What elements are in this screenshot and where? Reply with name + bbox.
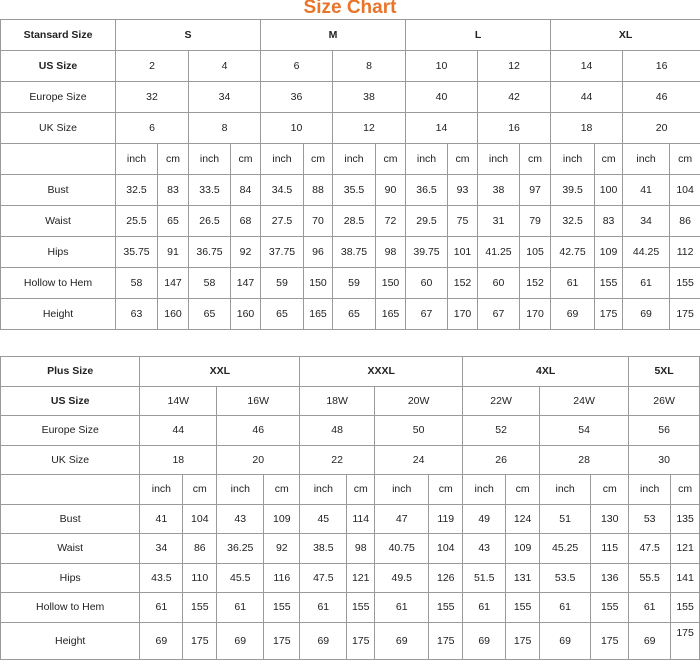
cm-value: 160 bbox=[158, 299, 189, 330]
unit-cm: cm bbox=[506, 475, 540, 505]
cm-value: 101 bbox=[448, 237, 478, 268]
unit-cm: cm bbox=[429, 475, 463, 505]
cm-value: 165 bbox=[376, 299, 406, 330]
cm-value: 175 bbox=[595, 299, 623, 330]
unit-inch: inch bbox=[140, 475, 183, 505]
inch-value: 38.75 bbox=[333, 237, 376, 268]
uk-size-row bbox=[1, 113, 700, 144]
cm-value: 124 bbox=[506, 504, 540, 534]
uk-size-value: 20 bbox=[217, 445, 300, 475]
unit-inch: inch bbox=[217, 475, 264, 505]
eu-size-row bbox=[1, 82, 700, 113]
uk-size-label: UK Size bbox=[1, 445, 140, 475]
uk-size-label: UK Size bbox=[1, 113, 116, 144]
cm-value: 98 bbox=[376, 237, 406, 268]
inch-value: 63 bbox=[116, 299, 158, 330]
unit-inch: inch bbox=[629, 475, 671, 505]
cm-value: 79 bbox=[520, 206, 551, 237]
eu-size-value: 44 bbox=[140, 416, 217, 446]
cm-value: 84 bbox=[231, 175, 261, 206]
eu-size-value: 44 bbox=[551, 82, 623, 113]
measurement-label: Height bbox=[1, 299, 116, 330]
inch-value: 38.5 bbox=[300, 534, 347, 564]
unit-inch: inch bbox=[406, 144, 448, 175]
uk-size-value: 6 bbox=[116, 113, 189, 144]
inch-value: 32.5 bbox=[551, 206, 595, 237]
inch-value: 60 bbox=[478, 268, 520, 299]
inch-value: 45 bbox=[300, 504, 347, 534]
unit-inch: inch bbox=[623, 144, 670, 175]
inch-value: 47.5 bbox=[300, 563, 347, 593]
unit-cm: cm bbox=[158, 144, 189, 175]
inch-value: 42.75 bbox=[551, 237, 595, 268]
inch-value: 41.25 bbox=[478, 237, 520, 268]
units-row bbox=[1, 475, 700, 505]
us-size-value: 20W bbox=[375, 386, 463, 416]
cm-value: 88 bbox=[304, 175, 333, 206]
cm-value: 100 bbox=[595, 175, 623, 206]
unit-cm: cm bbox=[671, 475, 700, 505]
unit-cm: cm bbox=[304, 144, 333, 175]
size-name: L bbox=[406, 20, 551, 51]
inch-value: 25.5 bbox=[116, 206, 158, 237]
cm-value: 155 bbox=[595, 268, 623, 299]
inch-value: 61 bbox=[463, 593, 506, 623]
inch-value: 55.5 bbox=[629, 563, 671, 593]
cm-value: 92 bbox=[264, 534, 300, 564]
measurement-label: Waist bbox=[1, 206, 116, 237]
inch-value: 59 bbox=[333, 268, 376, 299]
measurement-label: Bust bbox=[1, 504, 140, 534]
eu-size-label: Europe Size bbox=[1, 82, 116, 113]
size-name: 4XL bbox=[463, 357, 629, 387]
cm-value: 175 bbox=[670, 299, 700, 330]
measurement-row bbox=[1, 206, 700, 237]
inch-value: 47 bbox=[375, 504, 429, 534]
cm-value: 109 bbox=[506, 534, 540, 564]
cm-value: 141 bbox=[671, 563, 700, 593]
inch-value: 36.5 bbox=[406, 175, 448, 206]
cm-value: 175 bbox=[506, 622, 540, 659]
cm-value: 112 bbox=[670, 237, 700, 268]
measurement-label: Hips bbox=[1, 563, 140, 593]
us-size-label: US Size bbox=[1, 51, 116, 82]
inch-value: 69 bbox=[629, 622, 671, 659]
uk-size-value: 22 bbox=[300, 445, 375, 475]
eu-size-value: 36 bbox=[261, 82, 333, 113]
cm-value: 98 bbox=[347, 534, 375, 564]
cm-value: 104 bbox=[429, 534, 463, 564]
inch-value: 26.5 bbox=[189, 206, 231, 237]
cm-value: 155 bbox=[183, 593, 217, 623]
cm-value: 115 bbox=[591, 534, 629, 564]
inch-value: 51.5 bbox=[463, 563, 506, 593]
cm-value: 70 bbox=[304, 206, 333, 237]
inch-value: 44.25 bbox=[623, 237, 670, 268]
inch-value: 69 bbox=[375, 622, 429, 659]
eu-size-value: 52 bbox=[463, 416, 540, 446]
unit-cm: cm bbox=[376, 144, 406, 175]
uk-size-value: 20 bbox=[623, 113, 700, 144]
us-size-row bbox=[1, 386, 700, 416]
measurement-label: Hollow to Hem bbox=[1, 593, 140, 623]
inch-value: 61 bbox=[629, 593, 671, 623]
cm-value: 109 bbox=[264, 504, 300, 534]
inch-value: 45.5 bbox=[217, 563, 264, 593]
inch-value: 47.5 bbox=[629, 534, 671, 564]
us-size-label: US Size bbox=[1, 386, 140, 416]
uk-size-value: 24 bbox=[375, 445, 463, 475]
eu-size-value: 54 bbox=[540, 416, 629, 446]
inch-value: 41 bbox=[623, 175, 670, 206]
cm-value: 155 bbox=[264, 593, 300, 623]
cm-value: 126 bbox=[429, 563, 463, 593]
us-size-value: 14 bbox=[551, 51, 623, 82]
inch-value: 43 bbox=[217, 504, 264, 534]
cm-value: 160 bbox=[231, 299, 261, 330]
cm-value: 155 bbox=[591, 593, 629, 623]
inch-value: 43 bbox=[463, 534, 506, 564]
uk-size-value: 10 bbox=[261, 113, 333, 144]
size-name: XXL bbox=[140, 357, 300, 387]
cm-value: 116 bbox=[264, 563, 300, 593]
inch-value: 61 bbox=[540, 593, 591, 623]
inch-value: 69 bbox=[140, 622, 183, 659]
units-row bbox=[1, 144, 700, 175]
uk-size-value: 26 bbox=[463, 445, 540, 475]
measurement-row bbox=[1, 593, 700, 623]
eu-size-value: 50 bbox=[375, 416, 463, 446]
cm-value: 155 bbox=[671, 593, 700, 623]
eu-size-value: 48 bbox=[300, 416, 375, 446]
measurement-row bbox=[1, 175, 700, 206]
inch-value: 34 bbox=[623, 206, 670, 237]
unit-cm: cm bbox=[670, 144, 700, 175]
cm-value: 175 bbox=[671, 622, 700, 659]
unit-inch: inch bbox=[463, 475, 506, 505]
unit-inch: inch bbox=[333, 144, 376, 175]
us-size-value: 2 bbox=[116, 51, 189, 82]
eu-size-value: 34 bbox=[189, 82, 261, 113]
uk-size-row bbox=[1, 445, 700, 475]
inch-value: 39.75 bbox=[406, 237, 448, 268]
cm-value: 86 bbox=[670, 206, 700, 237]
cm-value: 104 bbox=[670, 175, 700, 206]
inch-value: 69 bbox=[551, 299, 595, 330]
inch-value: 65 bbox=[189, 299, 231, 330]
us-size-value: 10 bbox=[406, 51, 478, 82]
cm-value: 170 bbox=[448, 299, 478, 330]
unit-inch: inch bbox=[478, 144, 520, 175]
inch-value: 65 bbox=[261, 299, 304, 330]
measurement-label: Hollow to Hem bbox=[1, 268, 116, 299]
measurement-label: Waist bbox=[1, 534, 140, 564]
size-name: XXXL bbox=[300, 357, 463, 387]
us-size-value: 22W bbox=[463, 386, 540, 416]
size-header-label: Stansard Size bbox=[1, 20, 116, 51]
inch-value: 35.5 bbox=[333, 175, 376, 206]
eu-size-value: 46 bbox=[217, 416, 300, 446]
standard-size-table bbox=[0, 19, 700, 330]
inch-value: 61 bbox=[140, 593, 183, 623]
chart-title: Size Chart bbox=[303, 0, 397, 18]
us-size-value: 4 bbox=[189, 51, 261, 82]
cm-value: 92 bbox=[231, 237, 261, 268]
us-size-value: 14W bbox=[140, 386, 217, 416]
inch-value: 58 bbox=[116, 268, 158, 299]
cm-value: 155 bbox=[347, 593, 375, 623]
us-size-value: 6 bbox=[261, 51, 333, 82]
inch-value: 45.25 bbox=[540, 534, 591, 564]
unit-cm: cm bbox=[448, 144, 478, 175]
inch-value: 61 bbox=[300, 593, 347, 623]
eu-size-value: 42 bbox=[478, 82, 551, 113]
cm-value: 175 bbox=[347, 622, 375, 659]
cm-value: 93 bbox=[448, 175, 478, 206]
inch-value: 60 bbox=[406, 268, 448, 299]
cm-value: 75 bbox=[448, 206, 478, 237]
inch-value: 33.5 bbox=[189, 175, 231, 206]
cm-value: 155 bbox=[506, 593, 540, 623]
unit-inch: inch bbox=[300, 475, 347, 505]
inch-value: 32.5 bbox=[116, 175, 158, 206]
inch-value: 59 bbox=[261, 268, 304, 299]
uk-size-value: 28 bbox=[540, 445, 629, 475]
unit-cm: cm bbox=[183, 475, 217, 505]
inch-value: 29.5 bbox=[406, 206, 448, 237]
unit-cm: cm bbox=[347, 475, 375, 505]
eu-size-row bbox=[1, 416, 700, 446]
inch-value: 34.5 bbox=[261, 175, 304, 206]
us-size-value: 12 bbox=[478, 51, 551, 82]
eu-size-value: 46 bbox=[623, 82, 700, 113]
eu-size-label: Europe Size bbox=[1, 416, 140, 446]
unit-cm: cm bbox=[231, 144, 261, 175]
units-row-blank bbox=[1, 144, 116, 175]
eu-size-value: 32 bbox=[116, 82, 189, 113]
us-size-row bbox=[1, 51, 700, 82]
inch-value: 36.25 bbox=[217, 534, 264, 564]
inch-value: 34 bbox=[140, 534, 183, 564]
inch-value: 61 bbox=[217, 593, 264, 623]
measurement-row bbox=[1, 534, 700, 564]
unit-inch: inch bbox=[551, 144, 595, 175]
inch-value: 61 bbox=[375, 593, 429, 623]
cm-value: 83 bbox=[158, 175, 189, 206]
cm-value: 90 bbox=[376, 175, 406, 206]
size-name: 5XL bbox=[629, 357, 700, 387]
cm-value: 119 bbox=[429, 504, 463, 534]
cm-value: 155 bbox=[670, 268, 700, 299]
unit-cm: cm bbox=[595, 144, 623, 175]
us-size-value: 8 bbox=[333, 51, 406, 82]
cm-value: 72 bbox=[376, 206, 406, 237]
inch-value: 61 bbox=[551, 268, 595, 299]
uk-size-value: 16 bbox=[478, 113, 551, 144]
measurement-row bbox=[1, 563, 700, 593]
cm-value: 150 bbox=[304, 268, 333, 299]
eu-size-value: 40 bbox=[406, 82, 478, 113]
cm-value: 86 bbox=[183, 534, 217, 564]
unit-cm: cm bbox=[264, 475, 300, 505]
cm-value: 155 bbox=[429, 593, 463, 623]
plus-size-table bbox=[0, 356, 700, 660]
inch-value: 51 bbox=[540, 504, 591, 534]
unit-inch: inch bbox=[540, 475, 591, 505]
unit-cm: cm bbox=[591, 475, 629, 505]
eu-size-value: 56 bbox=[629, 416, 700, 446]
eu-size-value: 38 bbox=[333, 82, 406, 113]
us-size-value: 16 bbox=[623, 51, 700, 82]
inch-value: 49 bbox=[463, 504, 506, 534]
inch-value: 39.5 bbox=[551, 175, 595, 206]
cm-value: 175 bbox=[183, 622, 217, 659]
inch-value: 43.5 bbox=[140, 563, 183, 593]
inch-value: 69 bbox=[300, 622, 347, 659]
us-size-value: 16W bbox=[217, 386, 300, 416]
measurement-row bbox=[1, 504, 700, 534]
cm-value: 130 bbox=[591, 504, 629, 534]
inch-value: 69 bbox=[623, 299, 670, 330]
inch-value: 65 bbox=[333, 299, 376, 330]
uk-size-value: 18 bbox=[140, 445, 217, 475]
measurement-row bbox=[1, 237, 700, 268]
cm-value: 136 bbox=[591, 563, 629, 593]
inch-value: 67 bbox=[478, 299, 520, 330]
inch-value: 31 bbox=[478, 206, 520, 237]
inch-value: 69 bbox=[217, 622, 264, 659]
size-name: M bbox=[261, 20, 406, 51]
measurement-row bbox=[1, 268, 700, 299]
inch-value: 28.5 bbox=[333, 206, 376, 237]
inch-value: 49.5 bbox=[375, 563, 429, 593]
cm-value: 147 bbox=[158, 268, 189, 299]
inch-value: 27.5 bbox=[261, 206, 304, 237]
cm-value: 147 bbox=[231, 268, 261, 299]
size-name: S bbox=[116, 20, 261, 51]
inch-value: 36.75 bbox=[189, 237, 231, 268]
inch-value: 38 bbox=[478, 175, 520, 206]
uk-size-value: 18 bbox=[551, 113, 623, 144]
inch-value: 61 bbox=[623, 268, 670, 299]
inch-value: 67 bbox=[406, 299, 448, 330]
unit-inch: inch bbox=[116, 144, 158, 175]
cm-value: 150 bbox=[376, 268, 406, 299]
cm-value: 68 bbox=[231, 206, 261, 237]
inch-value: 53 bbox=[629, 504, 671, 534]
size-header-label: Plus Size bbox=[1, 357, 140, 387]
cm-value: 121 bbox=[347, 563, 375, 593]
uk-size-value: 8 bbox=[189, 113, 261, 144]
cm-value: 152 bbox=[448, 268, 478, 299]
size-header-row bbox=[1, 20, 700, 51]
inch-value: 69 bbox=[540, 622, 591, 659]
cm-value: 104 bbox=[183, 504, 217, 534]
cm-value: 65 bbox=[158, 206, 189, 237]
us-size-value: 18W bbox=[300, 386, 375, 416]
inch-value: 40.75 bbox=[375, 534, 429, 564]
cm-value: 91 bbox=[158, 237, 189, 268]
cm-value: 152 bbox=[520, 268, 551, 299]
inch-value: 53.5 bbox=[540, 563, 591, 593]
cm-value: 121 bbox=[671, 534, 700, 564]
cm-value: 83 bbox=[595, 206, 623, 237]
cm-value: 97 bbox=[520, 175, 551, 206]
unit-inch: inch bbox=[261, 144, 304, 175]
uk-size-value: 30 bbox=[629, 445, 700, 475]
unit-inch: inch bbox=[189, 144, 231, 175]
cm-value: 170 bbox=[520, 299, 551, 330]
unit-inch: inch bbox=[375, 475, 429, 505]
measurement-label: Hips bbox=[1, 237, 116, 268]
size-name: XL bbox=[551, 20, 700, 51]
cm-value: 135 bbox=[671, 504, 700, 534]
us-size-value: 26W bbox=[629, 386, 700, 416]
inch-value: 58 bbox=[189, 268, 231, 299]
inch-value: 35.75 bbox=[116, 237, 158, 268]
measurement-label: Height bbox=[1, 622, 140, 659]
inch-value: 41 bbox=[140, 504, 183, 534]
cm-value: 109 bbox=[595, 237, 623, 268]
cm-value: 175 bbox=[429, 622, 463, 659]
cm-value: 165 bbox=[304, 299, 333, 330]
cm-value: 105 bbox=[520, 237, 551, 268]
measurement-label: Bust bbox=[1, 175, 116, 206]
cm-value: 110 bbox=[183, 563, 217, 593]
units-row-blank bbox=[1, 475, 140, 505]
cm-value: 175 bbox=[591, 622, 629, 659]
uk-size-value: 12 bbox=[333, 113, 406, 144]
cm-value: 131 bbox=[506, 563, 540, 593]
cm-value: 96 bbox=[304, 237, 333, 268]
measurement-row bbox=[1, 622, 700, 659]
us-size-value: 24W bbox=[540, 386, 629, 416]
unit-cm: cm bbox=[520, 144, 551, 175]
cm-value: 114 bbox=[347, 504, 375, 534]
measurement-row bbox=[1, 299, 700, 330]
cm-value: 175 bbox=[264, 622, 300, 659]
inch-value: 69 bbox=[463, 622, 506, 659]
size-header-row bbox=[1, 357, 700, 387]
uk-size-value: 14 bbox=[406, 113, 478, 144]
inch-value: 37.75 bbox=[261, 237, 304, 268]
